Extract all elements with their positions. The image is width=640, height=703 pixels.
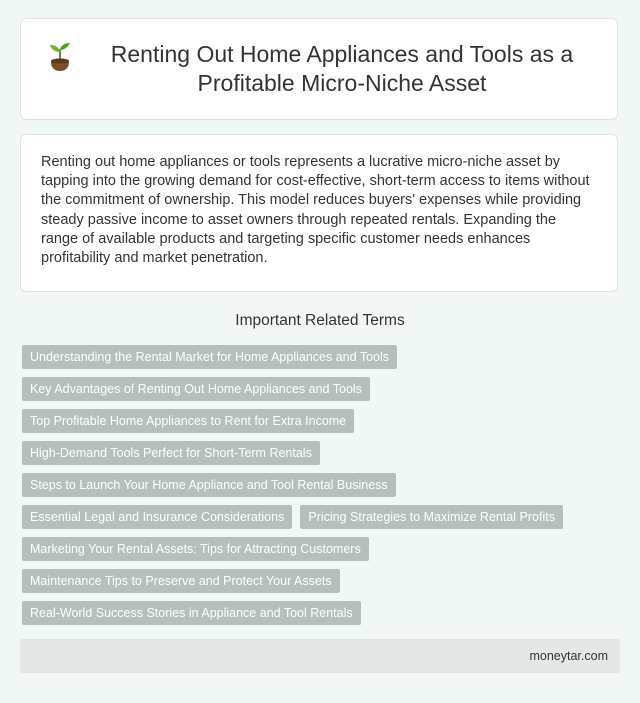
- related-term-tag[interactable]: Essential Legal and Insurance Considerations: [22, 505, 292, 529]
- tag-row: [22, 345, 622, 369]
- related-term-tag[interactable]: High-Demand Tools Perfect for Short-Term Rentals: [22, 441, 320, 465]
- tag-row: [22, 537, 622, 561]
- related-term-tag[interactable]: Maintenance Tips to Preserve and Protect Your Assets: [22, 569, 340, 593]
- tag-row: [22, 569, 622, 593]
- footer-site-link[interactable]: moneytar.com: [529, 649, 608, 663]
- related-term-tag[interactable]: Key Advantages of Renting Out Home Appliances and Tools: [22, 377, 370, 401]
- related-term-tag[interactable]: Steps to Launch Your Home Appliance and Tool Rental Business: [22, 473, 396, 497]
- tag-row: [22, 441, 622, 465]
- page-title: Renting Out Home Appliances and Tools as a Profitable Micro-Niche Asset: [110, 41, 574, 96]
- related-term-tag[interactable]: Real-World Success Stories in Appliance and Tool Rentals: [22, 601, 361, 625]
- footer: [20, 639, 620, 673]
- related-term-tag[interactable]: Understanding the Rental Market for Home Appliances and Tools: [22, 345, 397, 369]
- tag-row: [22, 601, 622, 625]
- description-text: Renting out home appliances or tools represents a lucrative micro-niche asset by tapping into the growing demand for cost-effective, short-term access to items without the commitment of ownership. This model reduces buyers' expenses while providing steady passive income to asset owners through repeated rentals. Expanding the range of available products and targeting specific customer needs enhances profitability and market penetration.: [41, 154, 590, 267]
- tag-row: [22, 409, 622, 433]
- title-card: [20, 18, 618, 120]
- related-term-tag[interactable]: Marketing Your Rental Assets: Tips for Attracting Customers: [22, 537, 369, 561]
- title-wrap: [21, 40, 617, 98]
- tag-row: [22, 377, 622, 401]
- tag-row: [22, 473, 622, 497]
- tag-row: [22, 505, 622, 529]
- related-terms-heading: Important Related Terms: [235, 312, 405, 329]
- related-term-tag[interactable]: Pricing Strategies to Maximize Rental Profits: [300, 505, 563, 529]
- related-term-tag[interactable]: Top Profitable Home Appliances to Rent for Extra Income: [22, 409, 354, 433]
- sprout-icon: [46, 42, 74, 72]
- related-terms-list: [22, 345, 622, 633]
- description-card: [20, 134, 618, 292]
